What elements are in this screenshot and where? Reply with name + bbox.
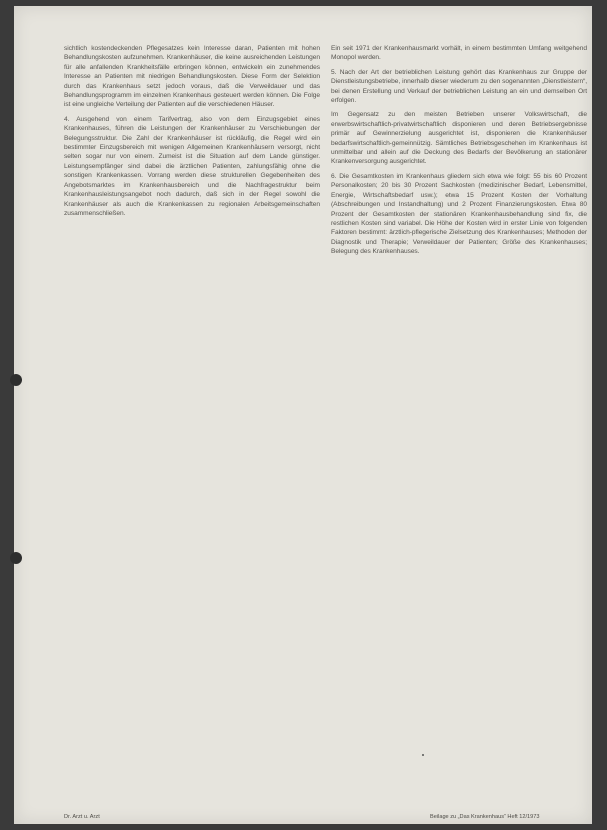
paragraph: 5. Nach der Art der betrieblichen Leistung gehört das Krankenhaus zur Gruppe der Dienstleistungsbetriebe, innerhalb dieser wiederum zu den sogenannten „Dienstleistern“, bei denen Erstellung und Verkauf der betrieblichen Leistung an ein und demselben Ort erfolgen. <box>331 68 587 105</box>
paragraph: Im Gegensatz zu den meisten Betrieben unserer Volkswirtschaft, die erwerbswirtschaftlich-privatwirtschaftlich disponieren und deren Betriebsergebnisse primär auf Gewinnerzielung ausgerichtet ist, disponieren die Krankenhäuser bedarfswirtschaftlich-gemeinnützig. Sämtliches Betriebsgeschehen im Krankenhaus ist unmittelbar und allein auf die Deckung des Bedarfs der Bevölkerung an stationärer Krankenversorgung ausgerichtet. <box>331 111 587 166</box>
paragraph: Ein seit 1971 der Krankenhausmarkt vorhält, in einem bestimmten Umfang weitgehend Monopol werden. <box>331 45 587 62</box>
punch-hole-upper <box>10 374 22 386</box>
ink-speck <box>422 754 424 756</box>
paragraph: 4. Ausgehend von einem Tarifvertrag, also von dem Einzugsgebiet eines Krankenhauses, führen die Leistungen der Krankenhäuser zu Verschiebungen der Belegungsstruktur. Die Zahl der Krankenhäuser ist rückläufig, die Regel wird ein bestimmter Einzugsbereich mit wenigen Allgemeinen Krankenhäusern versorgt, nicht selten sogar nur von einem. Zumeist ist die Situation auf dem Lande günstiger. Leistungsempfänger sind dabei die ärztlichen Patienten, zahlungsfähig ohne die sonstigen Krankenkassen. Vorrang werden diese strukturellen Gegebenheiten des Angebotsmarktes im Krankenhausbereich und die Nachfragestruktur beim Krankenhausleistungsangebot noch dadurch, daß sich in der Regel sowohl die Krankenhäuser als auch die Krankenkassen zu regionalen Arbeitsgemeinschaften zusammenschließen. <box>64 115 320 217</box>
footer-left: Dr. Arzt u. Arzt <box>64 814 100 820</box>
footer-right: Beilage zu „Das Krankenhaus“ Heft 12/1973 <box>430 814 540 820</box>
text-column-right <box>331 44 587 262</box>
paragraph: 6. Die Gesamtkosten im Krankenhaus gliedern sich etwa wie folgt: 55 bis 60 Prozent Personalkosten; 20 bis 30 Prozent Sachkosten (medizinischer Bedarf, Lebensmittel, Energie, Wirtschaftsbedarf usw.); etwa 15 Prozent Kosten der Vorhaltung (Abschreibungen und Instandhaltung) und 2 Prozent Finanzierungskosten. Etwa 80 Prozent der Gesamtkosten der stationären Krankenhausbehandlung sind fix, die restlichen Kosten sind variabel. Die Höhe der Kosten wird in erster Linie von folgenden Faktoren bestimmt: ärztlich-pflegerische Zielsetzung des Krankenhauses; Methoden der Diagnostik und Therapie; Verweildauer der Patienten; Größe des Krankenhauses; Belegung des Krankenhauses. <box>331 172 587 256</box>
text-column-left <box>64 44 320 223</box>
punch-hole-lower <box>10 552 22 564</box>
paper-sheet <box>14 6 592 824</box>
paragraph: sichtlich kostendeckenden Pflegesatzes kein Interesse daran, Patienten mit hohen Behandlungskosten aufzunehmen. Krankenhäuser, die keine ausreichenden Leistungen für alle anfallenden Krankheitsfälle erbringen können, entwickeln ein zunehmendes Interesse an Patienten mit niedrigen Behandlungskosten. Diese Form der Selektion durch das Krankenhaus setzt jedoch voraus, daß die Verweildauer und das Behandlungsprogramm im einzelnen Krankenhaus gesteuert werden können. Die Folge ist eine ungleiche Verteilung der Patienten auf die verschiedenen Häuser. <box>64 45 320 109</box>
